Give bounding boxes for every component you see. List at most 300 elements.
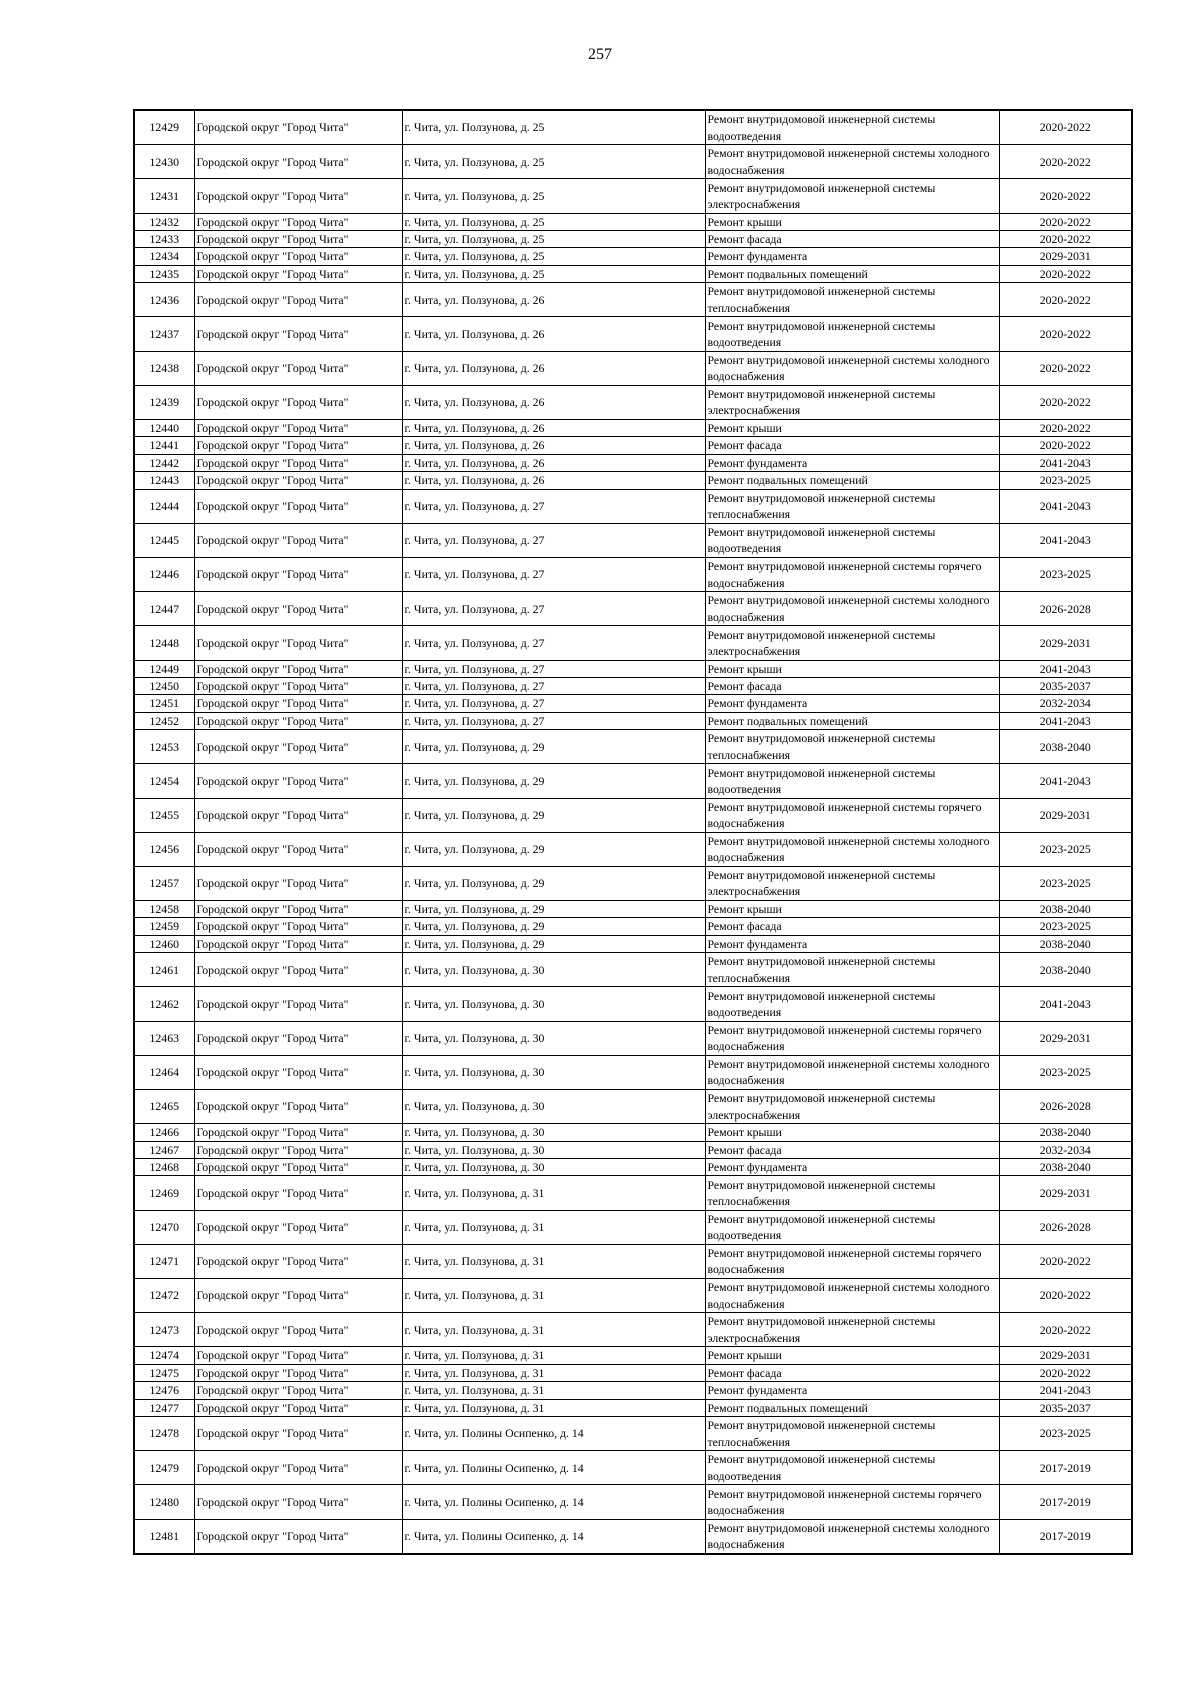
row-number-cell: 12440: [134, 419, 194, 436]
row-number-cell: 12433: [134, 230, 194, 247]
work-type-cell: Ремонт внутридомовой инженерной системы горячего водоснабжения: [705, 1021, 999, 1055]
table-row: [134, 1382, 1132, 1399]
municipality-cell: Городской округ "Город Чита": [194, 1279, 402, 1313]
table-row: [134, 953, 1132, 987]
row-number-cell: 12445: [134, 523, 194, 557]
work-type-cell: Ремонт фасада: [705, 1141, 999, 1158]
row-number-cell: 12470: [134, 1210, 194, 1244]
address-cell: г. Чита, ул. Ползунова, д. 31: [402, 1364, 705, 1381]
row-number-cell: 12439: [134, 385, 194, 419]
row-number-cell: 12472: [134, 1279, 194, 1313]
municipality-cell: Городской округ "Город Чита": [194, 592, 402, 626]
address-cell: г. Чита, ул. Ползунова, д. 29: [402, 866, 705, 900]
table-row: [134, 351, 1132, 385]
municipality-cell: Городской округ "Город Чита": [194, 695, 402, 712]
period-cell: 2041-2043: [999, 660, 1132, 677]
municipality-cell: Городской округ "Город Чита": [194, 660, 402, 677]
period-cell: 2041-2043: [999, 1382, 1132, 1399]
table-row: [134, 283, 1132, 317]
table-body: [134, 110, 1132, 1554]
row-number-cell: 12431: [134, 179, 194, 213]
address-cell: г. Чита, ул. Ползунова, д. 29: [402, 918, 705, 935]
work-type-cell: Ремонт внутридомовой инженерной системы теплоснабжения: [705, 730, 999, 764]
row-number-cell: 12437: [134, 317, 194, 351]
municipality-cell: Городской округ "Город Чита": [194, 1399, 402, 1416]
row-number-cell: 12458: [134, 901, 194, 918]
period-cell: 2023-2025: [999, 1055, 1132, 1089]
municipality-cell: Городской округ "Город Чита": [194, 1176, 402, 1210]
work-type-cell: Ремонт крыши: [705, 901, 999, 918]
row-number-cell: 12452: [134, 712, 194, 729]
address-cell: г. Чита, ул. Ползунова, д. 25: [402, 265, 705, 282]
table-row: [134, 798, 1132, 832]
table-row: [134, 489, 1132, 523]
table-row: [134, 557, 1132, 591]
row-number-cell: 12454: [134, 764, 194, 798]
work-type-cell: Ремонт фасада: [705, 437, 999, 454]
work-type-cell: Ремонт внутридомовой инженерной системы водоотведения: [705, 764, 999, 798]
work-type-cell: Ремонт фасада: [705, 230, 999, 247]
work-type-cell: Ремонт внутридомовой инженерной системы холодного водоснабжения: [705, 1519, 999, 1554]
table-row: [134, 213, 1132, 230]
municipality-cell: Городской округ "Город Чита": [194, 489, 402, 523]
period-cell: 2029-2031: [999, 626, 1132, 660]
address-cell: г. Чита, ул. Ползунова, д. 27: [402, 660, 705, 677]
address-cell: г. Чита, ул. Ползунова, д. 25: [402, 213, 705, 230]
municipality-cell: Городской округ "Город Чита": [194, 145, 402, 179]
address-cell: г. Чита, ул. Ползунова, д. 29: [402, 764, 705, 798]
period-cell: 2023-2025: [999, 472, 1132, 489]
municipality-cell: Городской округ "Город Чита": [194, 472, 402, 489]
period-cell: 2020-2022: [999, 145, 1132, 179]
municipality-cell: Городской округ "Город Чита": [194, 385, 402, 419]
table-row: [134, 419, 1132, 436]
work-type-cell: Ремонт внутридомовой инженерной системы водоотведения: [705, 317, 999, 351]
table-row: [134, 265, 1132, 282]
period-cell: 2020-2022: [999, 1279, 1132, 1313]
address-cell: г. Чита, ул. Ползунова, д. 29: [402, 798, 705, 832]
row-number-cell: 12435: [134, 265, 194, 282]
table-row: [134, 523, 1132, 557]
address-cell: г. Чита, ул. Ползунова, д. 31: [402, 1313, 705, 1347]
work-type-cell: Ремонт фундамента: [705, 454, 999, 471]
municipality-cell: Городской округ "Город Чита": [194, 454, 402, 471]
municipality-cell: Городской округ "Город Чита": [194, 1124, 402, 1141]
municipality-cell: Городской округ "Город Чита": [194, 1210, 402, 1244]
row-number-cell: 12456: [134, 832, 194, 866]
address-cell: г. Чита, ул. Ползунова, д. 26: [402, 472, 705, 489]
address-cell: г. Чита, ул. Ползунова, д. 27: [402, 489, 705, 523]
row-number-cell: 12464: [134, 1055, 194, 1089]
municipality-cell: Городской округ "Город Чита": [194, 1417, 402, 1451]
address-cell: г. Чита, ул. Ползунова, д. 25: [402, 110, 705, 145]
work-type-cell: Ремонт внутридомовой инженерной системы теплоснабжения: [705, 489, 999, 523]
work-type-cell: Ремонт внутридомовой инженерной системы теплоснабжения: [705, 1417, 999, 1451]
table-row: [134, 437, 1132, 454]
work-type-cell: Ремонт внутридомовой инженерной системы электроснабжения: [705, 385, 999, 419]
address-cell: г. Чита, ул. Ползунова, д. 27: [402, 677, 705, 694]
municipality-cell: Городской округ "Город Чита": [194, 866, 402, 900]
period-cell: 2026-2028: [999, 1210, 1132, 1244]
table-row: [134, 695, 1132, 712]
period-cell: 2023-2025: [999, 557, 1132, 591]
work-type-cell: Ремонт внутридомовой инженерной системы электроснабжения: [705, 179, 999, 213]
period-cell: 2023-2025: [999, 918, 1132, 935]
period-cell: 2038-2040: [999, 1159, 1132, 1176]
period-cell: 2035-2037: [999, 1399, 1132, 1416]
row-number-cell: 12465: [134, 1090, 194, 1124]
municipality-cell: Городской округ "Город Чита": [194, 1519, 402, 1554]
row-number-cell: 12473: [134, 1313, 194, 1347]
row-number-cell: 12481: [134, 1519, 194, 1554]
table-row: [134, 901, 1132, 918]
table-row: [134, 660, 1132, 677]
address-cell: г. Чита, ул. Ползунова, д. 31: [402, 1210, 705, 1244]
work-type-cell: Ремонт крыши: [705, 1347, 999, 1364]
row-number-cell: 12432: [134, 213, 194, 230]
table-row: [134, 626, 1132, 660]
work-type-cell: Ремонт внутридомовой инженерной системы электроснабжения: [705, 626, 999, 660]
row-number-cell: 12461: [134, 953, 194, 987]
work-type-cell: Ремонт внутридомовой инженерной системы горячего водоснабжения: [705, 798, 999, 832]
work-type-cell: Ремонт внутридомовой инженерной системы горячего водоснабжения: [705, 1485, 999, 1519]
work-type-cell: Ремонт внутридомовой инженерной системы теплоснабжения: [705, 1176, 999, 1210]
address-cell: г. Чита, ул. Ползунова, д. 31: [402, 1176, 705, 1210]
municipality-cell: Городской округ "Город Чита": [194, 935, 402, 952]
table-row: [134, 472, 1132, 489]
address-cell: г. Чита, ул. Ползунова, д. 27: [402, 523, 705, 557]
row-number-cell: 12475: [134, 1364, 194, 1381]
table-row: [134, 764, 1132, 798]
period-cell: 2020-2022: [999, 1244, 1132, 1278]
row-number-cell: 12467: [134, 1141, 194, 1158]
period-cell: 2041-2043: [999, 987, 1132, 1021]
period-cell: 2020-2022: [999, 230, 1132, 247]
row-number-cell: 12430: [134, 145, 194, 179]
table-row: [134, 832, 1132, 866]
work-type-cell: Ремонт подвальных помещений: [705, 472, 999, 489]
address-cell: г. Чита, ул. Ползунова, д. 26: [402, 385, 705, 419]
table-row: [134, 385, 1132, 419]
municipality-cell: Городской округ "Город Чита": [194, 1141, 402, 1158]
municipality-cell: Городской округ "Город Чита": [194, 918, 402, 935]
table-row: [134, 1090, 1132, 1124]
address-cell: г. Чита, ул. Ползунова, д. 31: [402, 1399, 705, 1416]
municipality-cell: Городской округ "Город Чита": [194, 265, 402, 282]
municipality-cell: Городской округ "Город Чита": [194, 419, 402, 436]
period-cell: 2026-2028: [999, 592, 1132, 626]
work-type-cell: Ремонт внутридомовой инженерной системы водоотведения: [705, 523, 999, 557]
work-type-cell: Ремонт внутридомовой инженерной системы электроснабжения: [705, 1313, 999, 1347]
work-type-cell: Ремонт внутридомовой инженерной системы электроснабжения: [705, 1090, 999, 1124]
table-row: [134, 1364, 1132, 1381]
municipality-cell: Городской округ "Город Чита": [194, 283, 402, 317]
work-type-cell: Ремонт внутридомовой инженерной системы холодного водоснабжения: [705, 1055, 999, 1089]
work-type-cell: Ремонт внутридомовой инженерной системы электроснабжения: [705, 866, 999, 900]
period-cell: 2038-2040: [999, 935, 1132, 952]
row-number-cell: 12444: [134, 489, 194, 523]
address-cell: г. Чита, ул. Ползунова, д. 25: [402, 179, 705, 213]
table-row: [134, 1176, 1132, 1210]
address-cell: г. Чита, ул. Ползунова, д. 27: [402, 712, 705, 729]
period-cell: 2023-2025: [999, 1417, 1132, 1451]
row-number-cell: 12480: [134, 1485, 194, 1519]
work-type-cell: Ремонт подвальных помещений: [705, 712, 999, 729]
address-cell: г. Чита, ул. Ползунова, д. 27: [402, 695, 705, 712]
work-type-cell: Ремонт внутридомовой инженерной системы холодного водоснабжения: [705, 1279, 999, 1313]
municipality-cell: Городской округ "Город Чита": [194, 987, 402, 1021]
address-cell: г. Чита, ул. Ползунова, д. 25: [402, 248, 705, 265]
work-type-cell: Ремонт крыши: [705, 213, 999, 230]
work-type-cell: Ремонт крыши: [705, 1124, 999, 1141]
work-type-cell: Ремонт фасада: [705, 918, 999, 935]
row-number-cell: 12453: [134, 730, 194, 764]
row-number-cell: 12450: [134, 677, 194, 694]
period-cell: 2020-2022: [999, 1364, 1132, 1381]
table-row: [134, 1279, 1132, 1313]
work-type-cell: Ремонт внутридомовой инженерной системы теплоснабжения: [705, 283, 999, 317]
table-row: [134, 1159, 1132, 1176]
address-cell: г. Чита, ул. Ползунова, д. 29: [402, 832, 705, 866]
municipality-cell: Городской округ "Город Чита": [194, 1451, 402, 1485]
work-type-cell: Ремонт фундамента: [705, 248, 999, 265]
period-cell: 2035-2037: [999, 677, 1132, 694]
municipality-cell: Городской округ "Город Чита": [194, 1313, 402, 1347]
table-row: [134, 248, 1132, 265]
municipality-cell: Городской округ "Город Чита": [194, 1485, 402, 1519]
table-row: [134, 230, 1132, 247]
address-cell: г. Чита, ул. Ползунова, д. 27: [402, 557, 705, 591]
municipality-cell: Городской округ "Город Чита": [194, 626, 402, 660]
row-number-cell: 12479: [134, 1451, 194, 1485]
row-number-cell: 12442: [134, 454, 194, 471]
period-cell: 2020-2022: [999, 110, 1132, 145]
address-cell: г. Чита, ул. Ползунова, д. 31: [402, 1279, 705, 1313]
work-type-cell: Ремонт крыши: [705, 419, 999, 436]
period-cell: 2041-2043: [999, 489, 1132, 523]
municipality-cell: Городской округ "Город Чита": [194, 317, 402, 351]
address-cell: г. Чита, ул. Ползунова, д. 30: [402, 1021, 705, 1055]
table-row: [134, 1399, 1132, 1416]
municipality-cell: Городской округ "Город Чита": [194, 712, 402, 729]
period-cell: 2038-2040: [999, 730, 1132, 764]
repair-schedule-table: [133, 109, 1133, 1555]
municipality-cell: Городской округ "Город Чита": [194, 1090, 402, 1124]
row-number-cell: 12462: [134, 987, 194, 1021]
period-cell: 2020-2022: [999, 351, 1132, 385]
municipality-cell: Городской округ "Город Чита": [194, 523, 402, 557]
table-row: [134, 918, 1132, 935]
address-cell: г. Чита, ул. Ползунова, д. 30: [402, 987, 705, 1021]
row-number-cell: 12455: [134, 798, 194, 832]
address-cell: г. Чита, ул. Ползунова, д. 29: [402, 730, 705, 764]
period-cell: 2029-2031: [999, 798, 1132, 832]
municipality-cell: Городской округ "Город Чита": [194, 110, 402, 145]
address-cell: г. Чита, ул. Ползунова, д. 26: [402, 454, 705, 471]
municipality-cell: Городской округ "Город Чита": [194, 248, 402, 265]
address-cell: г. Чита, ул. Ползунова, д. 30: [402, 1159, 705, 1176]
table-row: [134, 1124, 1132, 1141]
period-cell: 2020-2022: [999, 437, 1132, 454]
row-number-cell: 12478: [134, 1417, 194, 1451]
row-number-cell: 12443: [134, 472, 194, 489]
period-cell: 2020-2022: [999, 317, 1132, 351]
work-type-cell: Ремонт фасада: [705, 1364, 999, 1381]
municipality-cell: Городской округ "Город Чита": [194, 1055, 402, 1089]
row-number-cell: 12449: [134, 660, 194, 677]
table-row: [134, 179, 1132, 213]
period-cell: 2041-2043: [999, 764, 1132, 798]
work-type-cell: Ремонт внутридомовой инженерной системы водоотведения: [705, 1451, 999, 1485]
table-row: [134, 1347, 1132, 1364]
table-row: [134, 1417, 1132, 1451]
period-cell: 2020-2022: [999, 283, 1132, 317]
period-cell: 2017-2019: [999, 1519, 1132, 1554]
period-cell: 2023-2025: [999, 832, 1132, 866]
work-type-cell: Ремонт внутридомовой инженерной системы водоотведения: [705, 1210, 999, 1244]
period-cell: 2029-2031: [999, 1347, 1132, 1364]
period-cell: 2026-2028: [999, 1090, 1132, 1124]
table-row: [134, 1485, 1132, 1519]
address-cell: г. Чита, ул. Полины Осипенко, д. 14: [402, 1451, 705, 1485]
work-type-cell: Ремонт внутридомовой инженерной системы холодного водоснабжения: [705, 145, 999, 179]
table-row: [134, 1141, 1132, 1158]
period-cell: 2020-2022: [999, 419, 1132, 436]
table-row: [134, 110, 1132, 145]
address-cell: г. Чита, ул. Ползунова, д. 31: [402, 1347, 705, 1364]
row-number-cell: 12471: [134, 1244, 194, 1278]
table-row: [134, 317, 1132, 351]
row-number-cell: 12447: [134, 592, 194, 626]
address-cell: г. Чита, ул. Ползунова, д. 29: [402, 901, 705, 918]
row-number-cell: 12436: [134, 283, 194, 317]
work-type-cell: Ремонт фундамента: [705, 1159, 999, 1176]
table-row: [134, 1244, 1132, 1278]
row-number-cell: 12463: [134, 1021, 194, 1055]
address-cell: г. Чита, ул. Ползунова, д. 27: [402, 626, 705, 660]
row-number-cell: 12468: [134, 1159, 194, 1176]
row-number-cell: 12441: [134, 437, 194, 454]
municipality-cell: Городской округ "Город Чита": [194, 1244, 402, 1278]
address-cell: г. Чита, ул. Ползунова, д. 30: [402, 1141, 705, 1158]
address-cell: г. Чита, ул. Ползунова, д. 29: [402, 935, 705, 952]
address-cell: г. Чита, ул. Полины Осипенко, д. 14: [402, 1485, 705, 1519]
work-type-cell: Ремонт фасада: [705, 677, 999, 694]
municipality-cell: Городской округ "Город Чита": [194, 230, 402, 247]
work-type-cell: Ремонт фундамента: [705, 1382, 999, 1399]
table-row: [134, 1021, 1132, 1055]
work-type-cell: Ремонт фундамента: [705, 695, 999, 712]
period-cell: 2038-2040: [999, 901, 1132, 918]
table-row: [134, 866, 1132, 900]
address-cell: г. Чита, ул. Ползунова, д. 30: [402, 1055, 705, 1089]
work-type-cell: Ремонт внутридомовой инженерной системы водоотведения: [705, 987, 999, 1021]
municipality-cell: Городской округ "Город Чита": [194, 1159, 402, 1176]
period-cell: 2020-2022: [999, 179, 1132, 213]
period-cell: 2020-2022: [999, 265, 1132, 282]
period-cell: 2029-2031: [999, 248, 1132, 265]
period-cell: 2041-2043: [999, 523, 1132, 557]
address-cell: г. Чита, ул. Ползунова, д. 30: [402, 953, 705, 987]
address-cell: г. Чита, ул. Ползунова, д. 26: [402, 317, 705, 351]
municipality-cell: Городской округ "Город Чита": [194, 1347, 402, 1364]
row-number-cell: 12477: [134, 1399, 194, 1416]
municipality-cell: Городской округ "Город Чита": [194, 179, 402, 213]
municipality-cell: Городской округ "Город Чита": [194, 1382, 402, 1399]
table-row: [134, 145, 1132, 179]
period-cell: 2020-2022: [999, 385, 1132, 419]
row-number-cell: 12474: [134, 1347, 194, 1364]
period-cell: 2020-2022: [999, 213, 1132, 230]
period-cell: 2032-2034: [999, 1141, 1132, 1158]
municipality-cell: Городской округ "Город Чита": [194, 677, 402, 694]
address-cell: г. Чита, ул. Ползунова, д. 31: [402, 1382, 705, 1399]
period-cell: 2038-2040: [999, 1124, 1132, 1141]
table-row: [134, 1519, 1132, 1554]
work-type-cell: Ремонт внутридомовой инженерной системы холодного водоснабжения: [705, 832, 999, 866]
municipality-cell: Городской округ "Город Чита": [194, 730, 402, 764]
work-type-cell: Ремонт крыши: [705, 660, 999, 677]
row-number-cell: 12459: [134, 918, 194, 935]
municipality-cell: Городской округ "Город Чита": [194, 1021, 402, 1055]
table-row: [134, 987, 1132, 1021]
row-number-cell: 12457: [134, 866, 194, 900]
municipality-cell: Городской округ "Город Чита": [194, 953, 402, 987]
work-type-cell: Ремонт фундамента: [705, 935, 999, 952]
municipality-cell: Городской округ "Город Чита": [194, 764, 402, 798]
address-cell: г. Чита, ул. Ползунова, д. 26: [402, 437, 705, 454]
row-number-cell: 12438: [134, 351, 194, 385]
address-cell: г. Чита, ул. Полины Осипенко, д. 14: [402, 1417, 705, 1451]
row-number-cell: 12469: [134, 1176, 194, 1210]
table-row: [134, 1313, 1132, 1347]
period-cell: 2041-2043: [999, 712, 1132, 729]
table-row: [134, 1451, 1132, 1485]
work-type-cell: Ремонт внутридомовой инженерной системы холодного водоснабжения: [705, 592, 999, 626]
table-row: [134, 712, 1132, 729]
municipality-cell: Городской округ "Город Чита": [194, 351, 402, 385]
address-cell: г. Чита, ул. Ползунова, д. 26: [402, 351, 705, 385]
row-number-cell: 12476: [134, 1382, 194, 1399]
address-cell: г. Чита, ул. Ползунова, д. 26: [402, 419, 705, 436]
row-number-cell: 12429: [134, 110, 194, 145]
row-number-cell: 12460: [134, 935, 194, 952]
municipality-cell: Городской округ "Город Чита": [194, 437, 402, 454]
row-number-cell: 12434: [134, 248, 194, 265]
work-type-cell: Ремонт внутридомовой инженерной системы водоотведения: [705, 110, 999, 145]
period-cell: 2017-2019: [999, 1485, 1132, 1519]
address-cell: г. Чита, ул. Ползунова, д. 30: [402, 1124, 705, 1141]
address-cell: г. Чита, ул. Ползунова, д. 27: [402, 592, 705, 626]
period-cell: 2029-2031: [999, 1176, 1132, 1210]
period-cell: 2038-2040: [999, 953, 1132, 987]
municipality-cell: Городской округ "Город Чита": [194, 832, 402, 866]
period-cell: 2029-2031: [999, 1021, 1132, 1055]
table-row: [134, 1210, 1132, 1244]
work-type-cell: Ремонт внутридомовой инженерной системы холодного водоснабжения: [705, 351, 999, 385]
period-cell: 2023-2025: [999, 866, 1132, 900]
address-cell: г. Чита, ул. Ползунова, д. 25: [402, 230, 705, 247]
address-cell: г. Чита, ул. Ползунова, д. 30: [402, 1090, 705, 1124]
work-type-cell: Ремонт внутридомовой инженерной системы горячего водоснабжения: [705, 1244, 999, 1278]
municipality-cell: Городской округ "Город Чита": [194, 213, 402, 230]
period-cell: 2041-2043: [999, 454, 1132, 471]
municipality-cell: Городской округ "Город Чита": [194, 1364, 402, 1381]
address-cell: г. Чита, ул. Ползунова, д. 26: [402, 283, 705, 317]
row-number-cell: 12451: [134, 695, 194, 712]
address-cell: г. Чита, ул. Ползунова, д. 31: [402, 1244, 705, 1278]
work-type-cell: Ремонт подвальных помещений: [705, 265, 999, 282]
